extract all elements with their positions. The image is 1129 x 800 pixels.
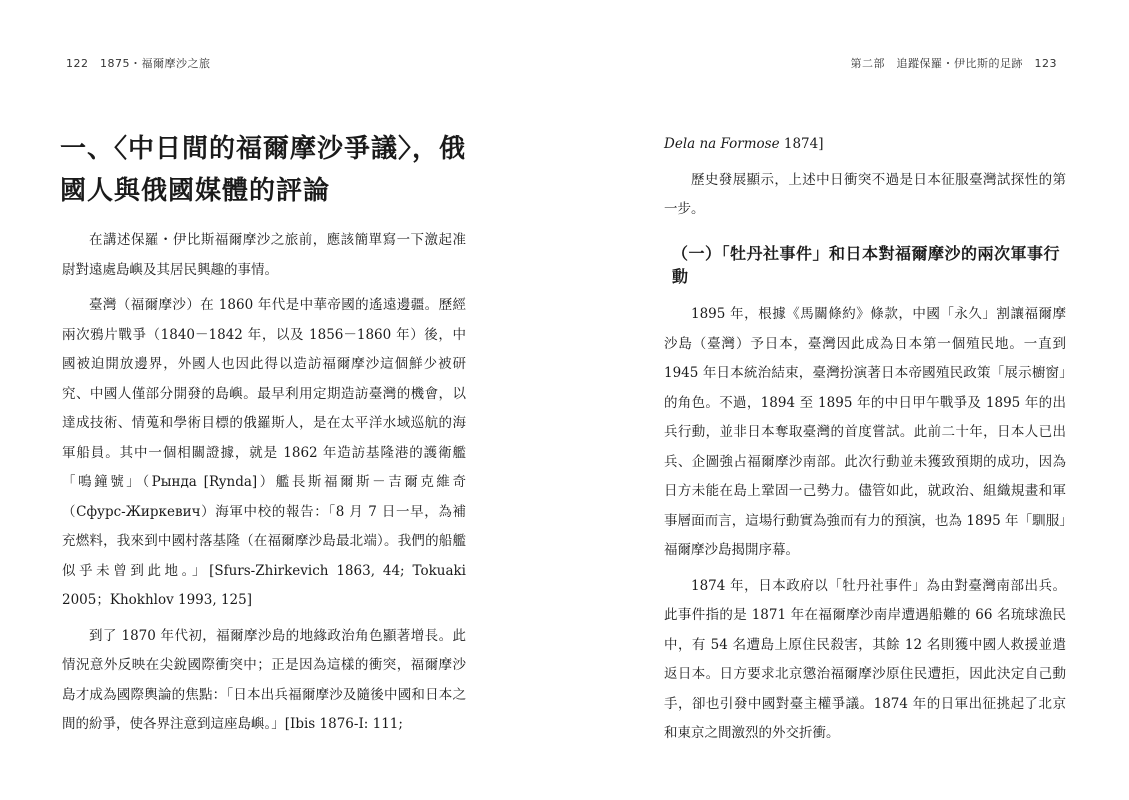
- left-paragraph: [62, 291, 466, 616]
- left-page: [0, 0, 564, 800]
- section-heading: （一）「牡丹社事件」和日本對福爾摩沙的兩次軍事行動: [672, 244, 1061, 286]
- left-paragraph: 到了 1870 年代初，福爾摩沙島的地緣政治角色顯著增長。此情況意外反映在尖銳國際衝突中；正是因為這樣的衝突，福爾摩沙島才成為國際輿論的焦點：「日本出兵福爾摩沙及隨後中國和日本之間的紛爭，使各界注意到這座島嶼。」[Ibis 1876-I: 111;: [62, 627, 466, 732]
- left-paragraph: 在講述保羅・伊比斯福爾摩沙之旅前，應該簡單寫一下激起准尉對遠處島嶼及其居民興趣的事情。: [62, 232, 466, 278]
- left-body-text: [62, 226, 466, 746]
- right-body-text: [664, 300, 1066, 755]
- right-paragraph: 歷史發展顯示，上述中日衝突不過是日本征服臺灣試探性的第一步。: [664, 171, 1066, 217]
- continuation-title: Dela na Formose: [664, 136, 780, 152]
- continuation-rest: 1874]: [779, 136, 824, 152]
- right-paragraph: 1874 年，日本政府以「牡丹社事件」為由對臺灣南部出兵。此事件指的是 1871 年在福爾摩沙南岸遭遇船難的 66 名琉球漁民中，有 54 名遭島上原住民殺害，其餘 12 名則獲中國人救援並遣返日本。日方要求北京懲治福爾摩沙原住民遭拒，因此決定自己動手，卻也引發中國對臺主權爭議。1874 年的日軍出征挑起了北京和東京之間激烈的外交折衝。: [664, 577, 1066, 741]
- continuation-line: [664, 130, 1066, 160]
- left-running-head: 122 1875・福爾摩沙之旅: [66, 57, 211, 70]
- right-running-head: 第二部 追蹤保羅・伊比斯的足跡 123: [850, 57, 1057, 70]
- chapter-title: 一、〈中日間的福爾摩沙爭議〉，俄國人與俄國媒體的評論: [60, 134, 467, 206]
- right-page: [564, 0, 1129, 800]
- right-top-text: [664, 130, 1066, 231]
- left-paragraph-text: 臺灣（福爾摩沙）在 1860 年代是中華帝國的遙遠邊疆。歷經兩次鴉片戰爭（1840－1842 年，以及 1856－1860 年）後，中國被迫開放邊界，外國人也因此得以造訪福爾摩沙這個鮮少被研究、中國人僅部分開發的島嶼。最早利用定期造訪臺灣的機會，以達成技術、情蒐和學術目標的俄羅斯人，是在太平洋水域巡航的海軍船員。其中一個相關證據，就是 1862 年造訪基隆港的護衛艦「鳴鐘號」（Рында [Rynda]）艦長斯福爾斯－吉爾克維奇（Сфурс-Жиркевич）海軍中校的報告：「8 月 7 日一早，為補充燃料，我來到中國村落基隆（在福爾摩沙島最北端）。我們的船艦似乎未曾到此地。」: [62, 297, 466, 579]
- left-citation: [Sfurs-Zhirkevich 1863, 44; Tokuaki 2005；Khokhlov 1993, 125]: [62, 562, 466, 608]
- right-paragraph: 1895 年，根據《馬關條約》條款，中國「永久」割讓福爾摩沙島（臺灣）予日本，臺灣因此成為日本第一個殖民地。一直到 1945 年日本統治結束，臺灣扮演著日本帝國殖民政策「展示櫥窗」的角色。不過，1894 至 1895 年的中日甲午戰爭及 1895 年的出兵行動，並非日本奪取臺灣的首度嘗試。此前二十年，日本人已出兵、企圖強占福爾摩沙南部。此次行動並未獲致預期的成功，因為日方未能在島上鞏固一己勢力。儘管如此，就政治、組織規畫和軍事層面而言，這場行動實為強而有力的預演，也為 1895 年「馴服」福爾摩沙島揭開序幕。: [664, 306, 1066, 558]
